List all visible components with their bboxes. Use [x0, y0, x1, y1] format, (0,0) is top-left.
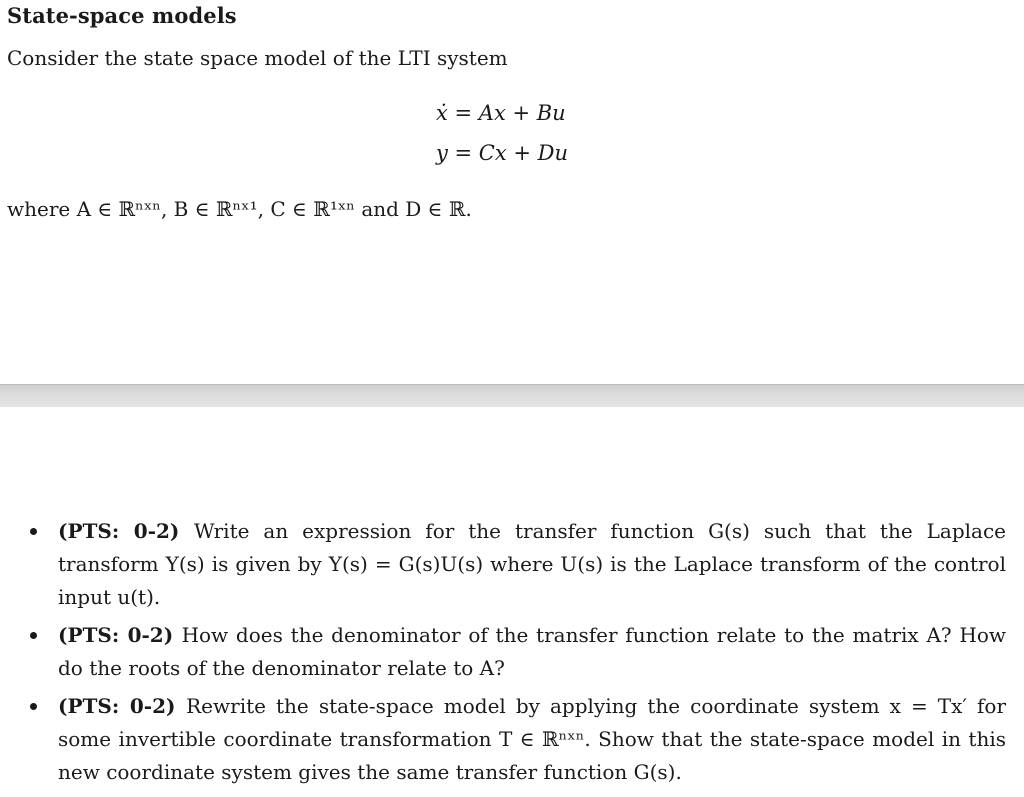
question-text: How does the denominator of the transfer function relate to the matrix A? How do the roots of the denominator relate to A?	[58, 623, 1006, 680]
question-text: Write an expression for the transfer function G(s) such that the Laplace transform Y(s) is given by Y(s) = G(s)U(s) where U(s) is the Laplace transform of the control input u(t).	[58, 519, 1007, 609]
page-divider	[0, 384, 1024, 407]
intro-text: Consider the state space model of the LTI system	[7, 46, 508, 70]
output-equation: y = Cx + Du	[436, 141, 569, 165]
where-clause: where A ∈ ℝⁿˣⁿ, B ∈ ℝⁿˣ¹, C ∈ ℝ¹ˣⁿ and D ∈ ℝ.	[7, 197, 472, 221]
bullet-icon	[30, 703, 37, 710]
question-text: Rewrite the state-space model by applying the coordinate system x = Tx′ for some invertible coordinate transformation T ∈ ℝⁿˣⁿ. Show that the state-space model in this new coordinate system gives the same transfer function G(s).	[58, 694, 1006, 784]
bullet-icon	[30, 632, 37, 639]
points-label: (PTS: 0-2)	[58, 694, 187, 718]
bullet-icon	[30, 528, 37, 535]
state-equation: ẋ = Ax + Bu	[436, 101, 566, 125]
section-title: State-space models	[7, 3, 237, 28]
list-item	[0, 515, 1024, 614]
list-item	[0, 619, 1024, 685]
points-label: (PTS: 0-2)	[58, 519, 194, 543]
points-label: (PTS: 0-2)	[58, 623, 182, 647]
list-item	[0, 690, 1024, 789]
question-list	[0, 515, 1024, 794]
